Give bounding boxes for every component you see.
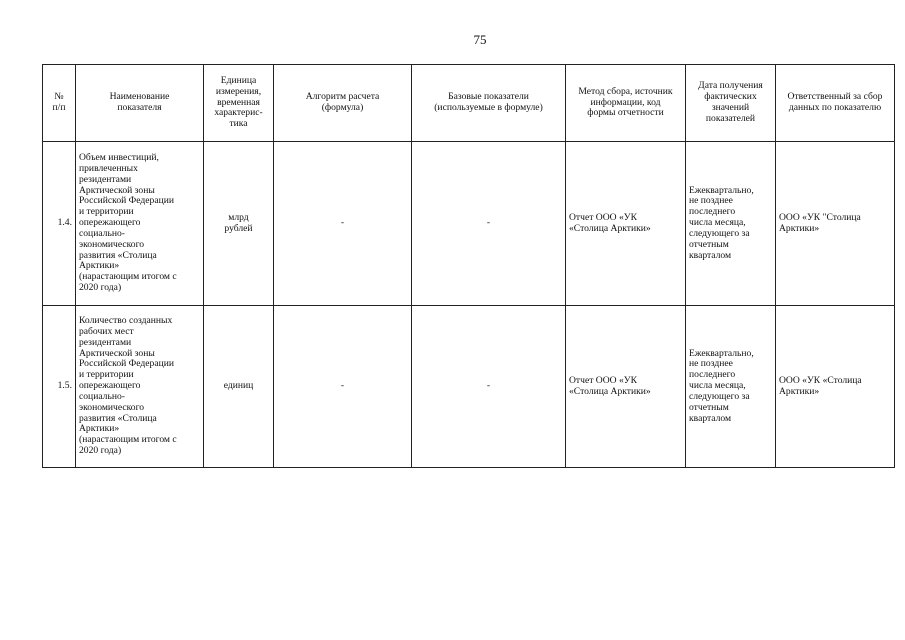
- responsible: ООО «УК «Столица Арктики»: [776, 306, 895, 468]
- header-responsible: Ответственный за сбор данных по показателю: [776, 65, 895, 142]
- collection-method: Отчет ООО «УК «Столица Арктики»: [566, 306, 686, 468]
- page-number: 75: [473, 32, 487, 47]
- header-base-indicators: Базовые показатели (используемые в формуле): [412, 65, 566, 142]
- table-row: [43, 142, 895, 306]
- indicators-table: [42, 64, 895, 468]
- indicator-name: Объем инвестиций, привлеченных резидентами Арктической зоны Российской Федерации и территории опережающего социально- экономического развития «Столица Арктики» (нарастающим итогом с 2020 года): [76, 142, 204, 306]
- date-of-values: Ежеквартально, не позднее последнего числа месяца, следующего за отчетным кварталом: [686, 142, 776, 306]
- header-date: Дата получения фактических значений показателей: [686, 65, 776, 142]
- base-indicators: -: [412, 142, 566, 306]
- header-indicator-name: Наименование показателя: [76, 65, 204, 142]
- row-number: 1.5.: [43, 306, 76, 468]
- header-formula: Алгоритм расчета (формула): [274, 65, 412, 142]
- collection-method: Отчет ООО «УК «Столица Арктики»: [566, 142, 686, 306]
- table-row: [43, 306, 895, 468]
- header-collection-method: Метод сбора, источник информации, код формы отчетности: [566, 65, 686, 142]
- formula: -: [274, 142, 412, 306]
- date-of-values: Ежеквартально, не позднее последнего числа месяца, следующего за отчетным кварталом: [686, 306, 776, 468]
- header-number: № п/п: [43, 65, 76, 142]
- unit: млрд рублей: [204, 142, 274, 306]
- indicator-name: Количество созданных рабочих мест резидентами Арктической зоны Российской Федерации и территории опережающего социально- экономического развития «Столица Арктики» (нарастающим итогом с 2020 года): [76, 306, 204, 468]
- unit: единиц: [204, 306, 274, 468]
- responsible: ООО «УК "Столица Арктики»: [776, 142, 895, 306]
- formula: -: [274, 306, 412, 468]
- table-header-row: [43, 65, 895, 142]
- base-indicators: -: [412, 306, 566, 468]
- row-number: 1.4.: [43, 142, 76, 306]
- header-unit: Единица измерения, временная характерис- тика: [204, 65, 274, 142]
